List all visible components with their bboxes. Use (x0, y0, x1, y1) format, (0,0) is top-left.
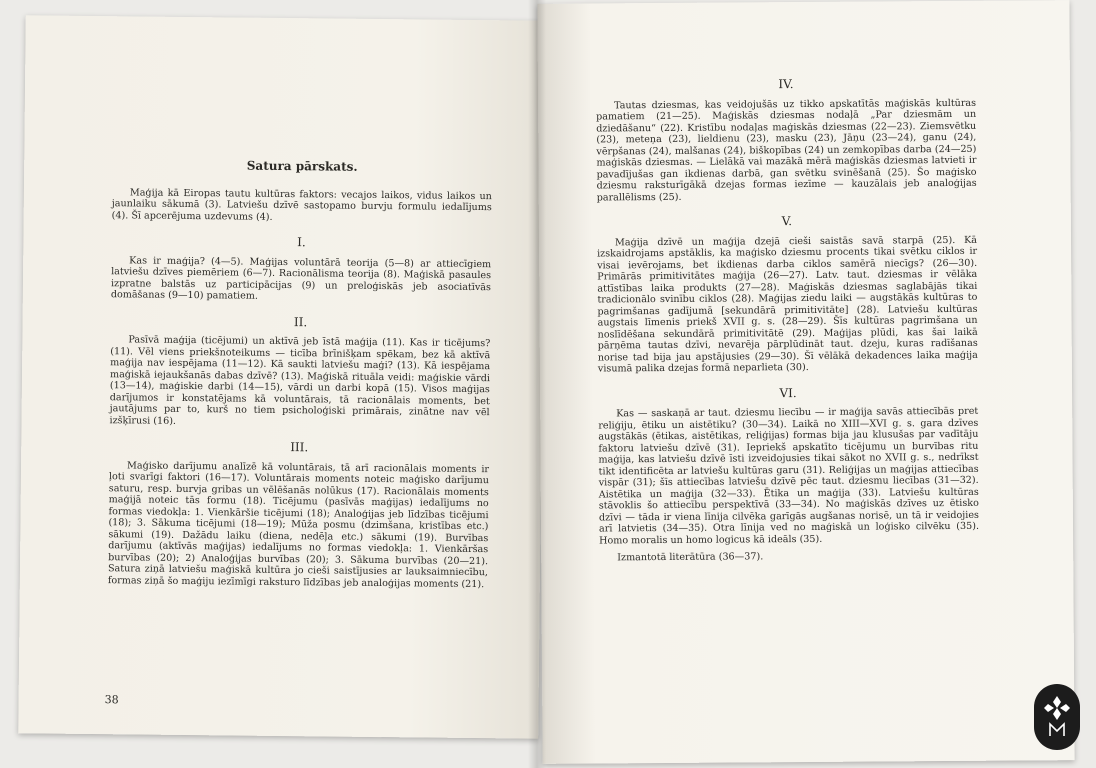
contents-title: Satura pārskats. (246, 158, 358, 174)
section-text-3: Maģisko darījumu analīzē kā voluntārais, tā arī racionālais moments ir ļoti svarīgi faktori (16—17). Voluntārais moments noteic maģisko darījumu saturu, resp. burvja gribas un vēlēšanās nolūkus (17). Racionālais moments maģijā noteic tās formu (18). Ticējumu (pasīvās maģijas) iedalījums no formas viedokļa: 1. Vienkāršie ticējumi (18); Analoģijas jeb līdzības ticējumi (18); 3. Sākuma ticējumi (18—19); Mūža posmu (dzimšana, kristības etc.) sākumi (19). Dažādu laiku (diena, nedēļa etc.) sākumi (19). Burvības darījumu (aktīvās maģijas) iedalījums no formas viedokļa: 1. Vienkāršas burvības (20); 2) Analoģijas burvības (20); 3. Sākuma burvības (20—21). Satura ziņā latviešu maģiskā kultūra jo cieši saistījusies ar lauksaimniecību, formas ziņā šo maģiju iezīmīgi raksturo līdzības jeb analoģijas moments (21). (107, 459, 490, 590)
page-number: 38 (104, 693, 119, 707)
intro-paragraph: Maģija kā Eiropas tautu kultūras faktors: vecajos laikos, vidus laikos un jaunlaiku sākumā (3). Latviešu dzīvē sastopamo burvju formulu iedalījums (4). Šī apcerējuma uzdevums (4). (111, 186, 492, 223)
section-heading-4: IV. (778, 77, 794, 92)
left-page (18, 15, 545, 738)
left-page-text (108, 159, 492, 590)
section-heading-3: III. (290, 440, 309, 455)
literature-line: Izmantotā literātūra (36—37). (617, 551, 764, 564)
section-text-5: Maģija dzīvē un maģija dzejā cieši saistās savā starpā (25). Kā izskaidrojams apstāklis, ka maģisko dziesmu procents tikai svētku ciklos ir visai ievērojams, bet ikdienas darba ciklos samērā niecīgs? (26—30). Primārās primitivitātes maģija (26—27). Latv. taut. dziesmas ir vēlāka attīstības laika produkts (27—28). Maģiskās dziesmas saglabājās tikai tradicionālo svinību ciklos (28). Maģijas ziedu laiki — augstākās kultūras to pagrimšanas gadījumā [sekundārā primitivitāte] (28). Latviešu kultūras augstais līmenis priekš XVII g. s. (28—29). Šīs kultūras pagrimšana un noslīdēšana sekundārā primitivitātē (29). Maģijas plūdi, kas šai laikā pārņēma tautas dzīvi, nevarēja pārplūdināt taut. dzeju, kuras radīšanas norise tad bija jau apstājusies (29—30). Šī vēlākā dekadences laika maģija visumā palika dzejas formā neparlieta (30). (597, 234, 978, 375)
ornament-icon (1042, 694, 1072, 740)
section-text-6: Kas — saskaņā ar taut. dziesmu liecību — ir maģija savās attiecībās pret reliģiju, ētiku un aistētiku? (30—34). Laikā no XIII—XVI g. s. gara dzīves augstākās (ētikas, aistētikas, reliģijas) formas bija jau klusušas par vadītāju faktoru latviešu dzīvē (31). Iepriekš apskatīto ticējumu un burvības ritu maģija, kas latviešu dzīvē īsti izveidojusies tikai sākot no XVII g. s., nedrīkst tikt identificēta ar latviešu kultūras garu (31). Reliģijas un maģijas attiecības vispār (31); šīs attiecības latviešu dzīvē pēc taut. dziesmu liecības (31—32). Aistētika un maģija (32—33). Ētika un maģija (33). Latviešu kultūras stāvoklis šo attiecību perspektīvā (33—34). No maģiskās dzīves uz ētisko dzīvi — tāda ir viena līnija cilvēka garīgās augšanas norisē, un tā ir veidojies arī latvietis (34—35). Otra līnija ved no maģiskā un loģisko cilvēku (35). Homo moralis un homo logicus kā ideāls (35). (598, 405, 980, 546)
section-heading-2: II. (293, 314, 308, 329)
watermark-logo (1034, 684, 1080, 750)
section-heading-6: VI. (779, 385, 797, 400)
section-text-1: Kas ir maģija? (4—5). Maģijas voluntārā teorija (5—8) ar attiecīgiem latviešu dzīves piemēriem (6—7). Racionālisma teorija (8). Maģiskā pasaules izpratne balstās uz participācijas (9) un preloģiskās jeb asociatīvās domāšanas (9—10) pamatiem. (110, 254, 492, 302)
section-text-2: Pasīvā maģija (ticējumi) un aktīvā jeb īstā maģija (11). Kas ir ticējums? (11). Vēl viens priekšnoteikums — ticība brīnišķam spēkam, bez kā aktīvā maģija nav iespējama (11—12). Kā saukti latviešu maģi? (13). Kā iespējama maģiskā iejaukšanās dabas dzīvē? (13). Maģiskā rituāla veidi: maģiskie vārdi (13—14), maģiskie darbi (14—15), vārdi un darbi kopā (15). Visos maģijas darījumos ir konstatējams kā voluntārais, tā racionālais moments, bet jautājums par to, kurš no tiem psicholoģiski primārais, zinātne nav vēl izšķīrusi (16). (109, 334, 491, 427)
right-page-text (596, 64, 979, 564)
section-text-4: Tautas dziesmas, kas veidojušās uz tikko apskatītās maģiskās kultūras pamatiem (21—25). Maģiskās dziesmas nodaļā „Par dziesmām un dziedāšanu“ (22). Kristību nodaļas maģiskās dziesmas (22—23). Ziemsvētku (23), meteņa (23), lieldienu (23), masku (23), Jāņu (23—24), ganu (24), vērpšanas (24), malšanas (24), biškopības (24) un zemkopības darba (24—25) maģiskās dziesmas. — Lielākā vai mazākā mērā maģiskās dziesmas latvieti ir pavadījušas gan ikdienas darbā, gan svētku svinēšanā (25). Šo maģisko dziesmu raksturīgākā dzejas formas iezīme — kauzālais jeb analoģijas parallēlisms (25). (596, 97, 977, 203)
section-heading-5: V. (781, 214, 793, 229)
right-page (537, 0, 1074, 764)
section-heading-1: I. (297, 235, 306, 250)
